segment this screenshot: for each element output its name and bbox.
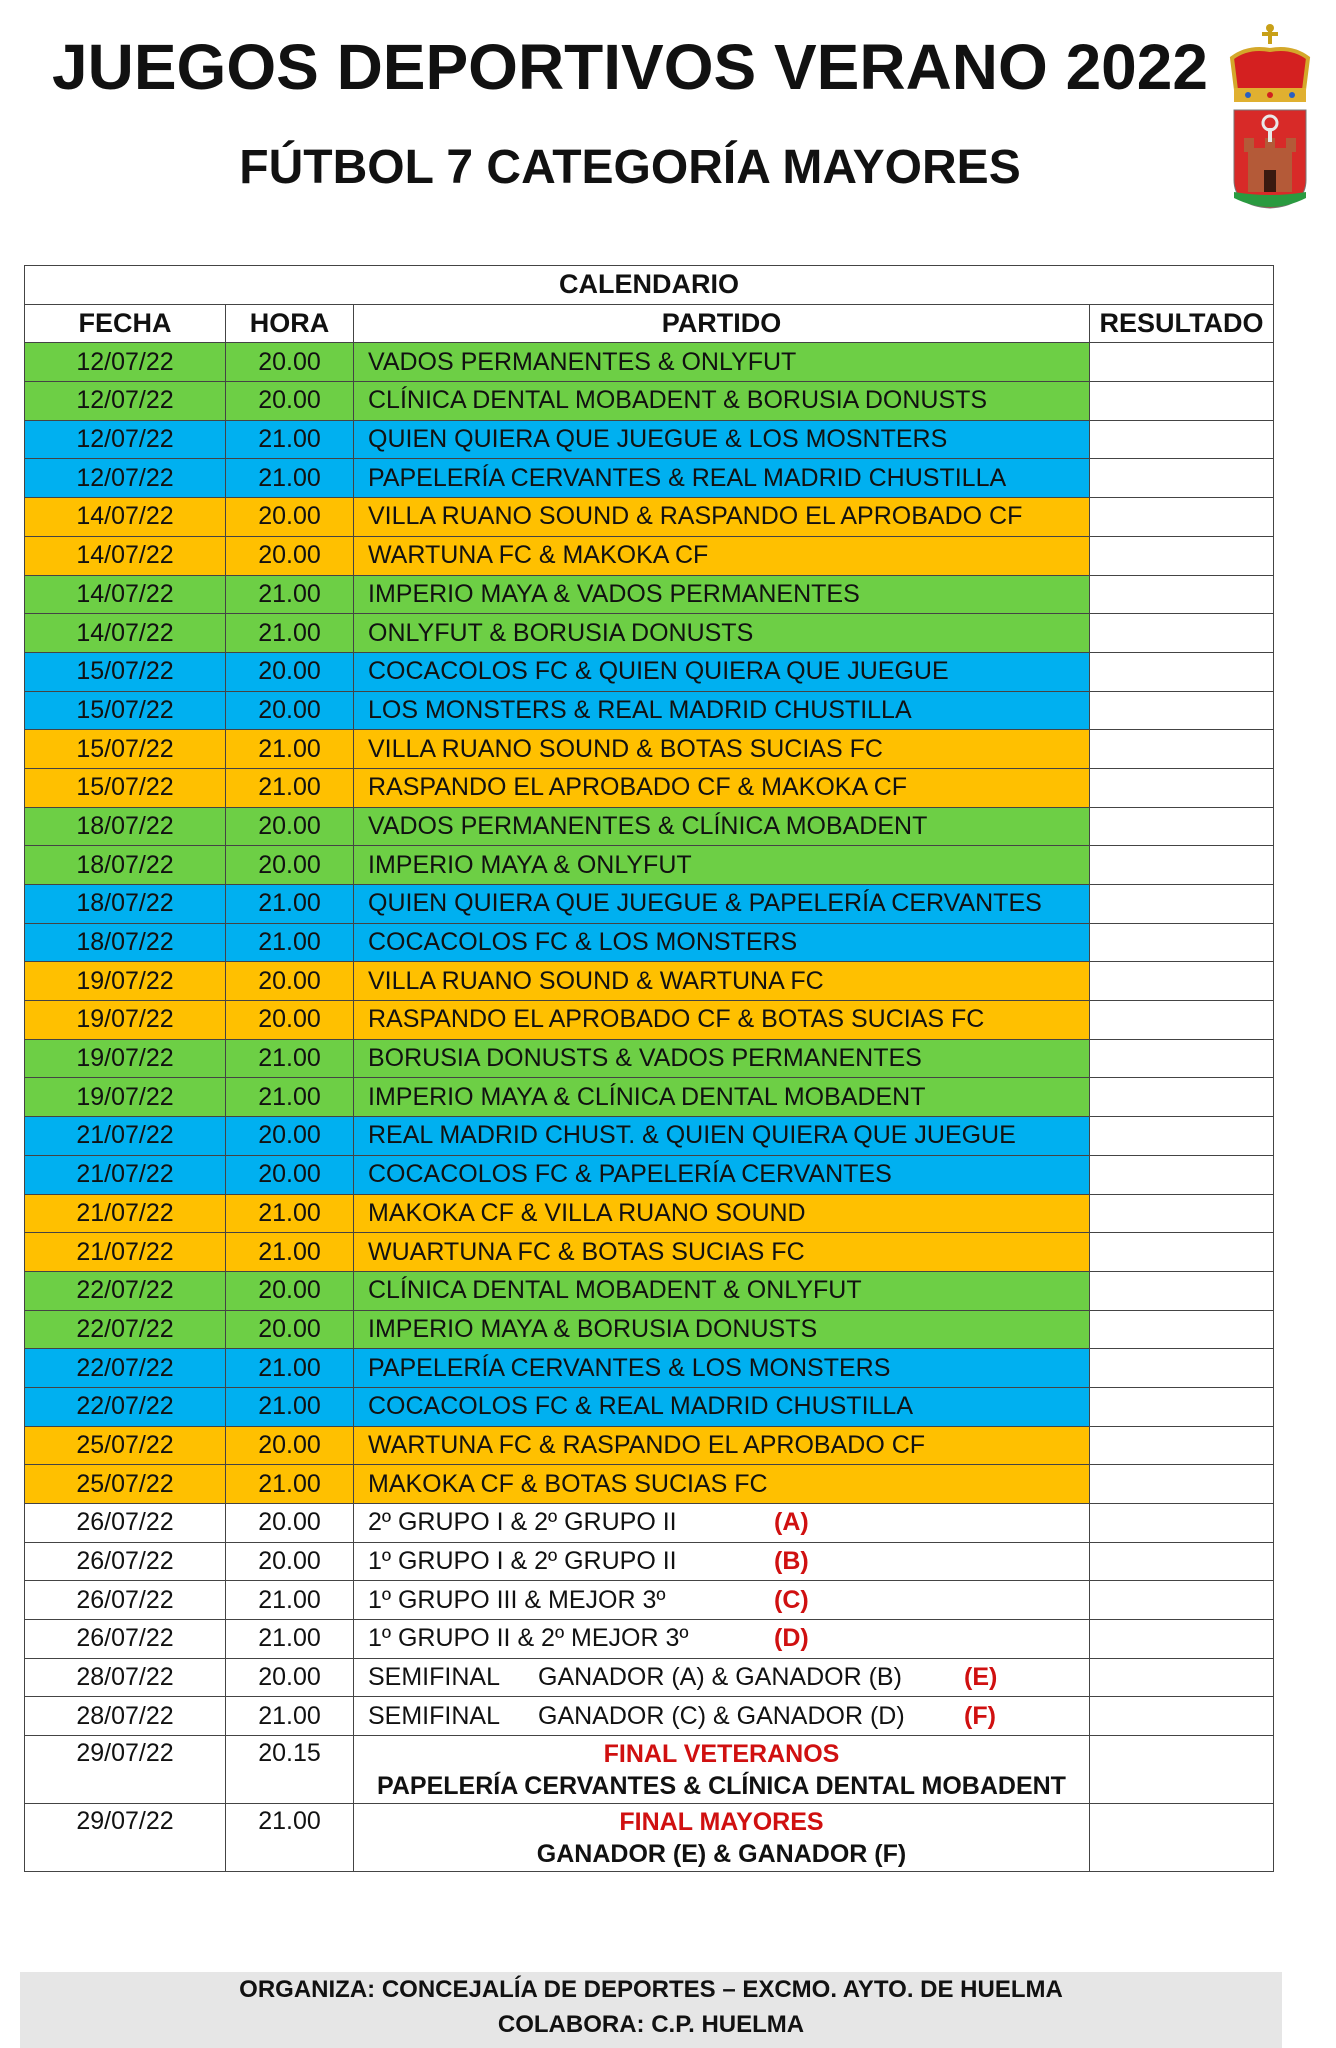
match-time: 20.00 [226,1271,354,1310]
match-result [1090,536,1274,575]
match-date: 14/07/22 [25,536,226,575]
match-result [1090,614,1274,653]
table-row-semifinal [25,1658,1274,1697]
match-date: 22/07/22 [25,1387,226,1426]
table-row [25,382,1274,421]
match-result [1090,343,1274,382]
match-result [1090,1804,1274,1872]
table-row [25,1387,1274,1426]
match-time: 21.00 [226,1620,354,1659]
match-time: 20.00 [226,962,354,1001]
match-time: 20.00 [226,652,354,691]
match-date: 18/07/22 [25,846,226,885]
table-row [25,846,1274,885]
match-result [1090,652,1274,691]
match-time: 20.00 [226,1155,354,1194]
calendar-caption: CALENDARIO [25,266,1274,305]
table-row [25,498,1274,537]
page-subtitle: FÚTBOL 7 CATEGORÍA MAYORES [239,141,1021,194]
match-cell [354,1504,1090,1543]
match-result [1090,1620,1274,1659]
match-date: 18/07/22 [25,807,226,846]
match-result [1090,730,1274,769]
match-date: 21/07/22 [25,1155,226,1194]
table-row [25,459,1274,498]
match-time: 20.00 [226,498,354,537]
match-time: 21.00 [226,768,354,807]
calendar-body [25,343,1274,1872]
match-teams: VADOS PERMANENTES & CLÍNICA MOBADENT [354,807,1090,846]
footer [20,1972,1282,2048]
match-time: 21.00 [226,730,354,769]
table-row [25,1465,1274,1504]
match-date: 29/07/22 [25,1736,226,1804]
table-row [25,614,1274,653]
match-date: 28/07/22 [25,1697,226,1736]
match-teams: IMPERIO MAYA & CLÍNICA DENTAL MOBADENT [354,1078,1090,1117]
match-time: 20.00 [226,536,354,575]
match-teams: IMPERIO MAYA & BORUSIA DONUSTS [354,1310,1090,1349]
match-teams: GANADOR (C) & GANADOR (D) [538,1701,905,1730]
footer-collaborator: COLABORA: C.P. HUELMA [497,2011,805,2038]
match-result [1090,1117,1274,1156]
final-teams: PAPELERÍA CERVANTES & CLÍNICA DENTAL MOBADENT [377,1772,1066,1801]
match-result [1090,923,1274,962]
match-time: 21.00 [226,420,354,459]
match-date: 22/07/22 [25,1310,226,1349]
match-cell [354,1542,1090,1581]
table-row [25,923,1274,962]
match-teams: LOS MONSTERS & REAL MADRID CHUSTILLA [354,691,1090,730]
page-title: JUEGOS DEPORTIVOS VERANO 2022 [52,31,1208,103]
match-date: 12/07/22 [25,420,226,459]
match-teams: COCACOLOS FC & LOS MONSTERS [354,923,1090,962]
match-date: 14/07/22 [25,614,226,653]
match-result [1090,1001,1274,1040]
match-time: 20.00 [226,1310,354,1349]
match-time: 21.00 [226,923,354,962]
match-teams: COCACOLOS FC & QUIEN QUIERA QUE JUEGUE [354,652,1090,691]
match-result [1090,1542,1274,1581]
final-teams: GANADOR (E) & GANADOR (F) [536,1840,907,1869]
match-date: 19/07/22 [25,1001,226,1040]
match-time: 21.00 [226,1465,354,1504]
match-teams: 1º GRUPO I & 2º GRUPO II [368,1547,677,1576]
table-row [25,1078,1274,1117]
footer-organizer: ORGANIZA: CONCEJALÍA DE DEPORTES – EXCMO. AYTO. DE HUELMA [239,1976,1063,2003]
bracket-tag: (F) [964,1701,996,1730]
calendar-table [24,265,1274,1872]
table-row-final [25,1736,1274,1804]
match-teams: PAPELERÍA CERVANTES & REAL MADRID CHUSTILLA [354,459,1090,498]
table-row [25,691,1274,730]
match-result [1090,691,1274,730]
match-result [1090,459,1274,498]
match-teams: VILLA RUANO SOUND & WARTUNA FC [354,962,1090,1001]
match-teams: QUIEN QUIERA QUE JUEGUE & PAPELERÍA CERVANTES [354,885,1090,924]
match-teams: RASPANDO EL APROBADO CF & MAKOKA CF [354,768,1090,807]
match-teams: GANADOR (A) & GANADOR (B) [538,1663,902,1692]
match-time: 21.00 [226,614,354,653]
match-date: 15/07/22 [25,691,226,730]
match-time: 21.00 [226,1804,354,1872]
match-date: 26/07/22 [25,1542,226,1581]
match-teams: ONLYFUT & BORUSIA DONUSTS [354,614,1090,653]
match-result [1090,1310,1274,1349]
match-teams: VADOS PERMANENTES & ONLYFUT [354,343,1090,382]
match-result [1090,1155,1274,1194]
match-teams: RASPANDO EL APROBADO CF & BOTAS SUCIAS FC [354,1001,1090,1040]
match-result [1090,1697,1274,1736]
match-date: 26/07/22 [25,1620,226,1659]
table-row [25,1117,1274,1156]
match-date: 21/07/22 [25,1194,226,1233]
match-date: 26/07/22 [25,1581,226,1620]
column-header-fecha: FECHA [25,304,226,343]
match-teams: IMPERIO MAYA & ONLYFUT [354,846,1090,885]
final-cell [354,1736,1090,1804]
match-date: 19/07/22 [25,1078,226,1117]
match-result [1090,1194,1274,1233]
table-row [25,575,1274,614]
match-time: 20.00 [226,1001,354,1040]
match-cell [354,1658,1090,1697]
match-date: 12/07/22 [25,382,226,421]
match-result [1090,962,1274,1001]
match-time: 20.00 [226,1542,354,1581]
match-result [1090,1736,1274,1804]
table-row-playoff [25,1620,1274,1659]
match-time: 20.00 [226,1426,354,1465]
match-teams: CLÍNICA DENTAL MOBADENT & ONLYFUT [354,1271,1090,1310]
bracket-tag: (A) [774,1508,809,1537]
match-date: 18/07/22 [25,923,226,962]
table-row [25,1194,1274,1233]
match-date: 21/07/22 [25,1233,226,1272]
round-label: SEMIFINAL [368,1663,500,1692]
table-row [25,1271,1274,1310]
match-result [1090,1504,1274,1543]
match-teams: 2º GRUPO I & 2º GRUPO II [368,1508,677,1537]
bracket-tag: (D) [774,1624,809,1653]
match-result [1090,1233,1274,1272]
match-result [1090,420,1274,459]
match-time: 21.00 [226,1697,354,1736]
table-row [25,420,1274,459]
match-result [1090,1078,1274,1117]
table-row [25,807,1274,846]
match-result [1090,1039,1274,1078]
match-time: 21.00 [226,575,354,614]
match-time: 21.00 [226,1349,354,1388]
table-row [25,1426,1274,1465]
match-cell [354,1697,1090,1736]
table-row-semifinal [25,1697,1274,1736]
match-time: 21.00 [226,459,354,498]
table-row [25,652,1274,691]
bracket-tag: (B) [774,1547,809,1576]
match-teams: VILLA RUANO SOUND & BOTAS SUCIAS FC [354,730,1090,769]
table-row [25,1349,1274,1388]
match-teams: COCACOLOS FC & PAPELERÍA CERVANTES [354,1155,1090,1194]
match-teams: IMPERIO MAYA & VADOS PERMANENTES [354,575,1090,614]
match-date: 29/07/22 [25,1804,226,1872]
column-header-resultado: RESULTADO [1090,304,1274,343]
match-teams: WARTUNA FC & MAKOKA CF [354,536,1090,575]
match-time: 20.00 [226,846,354,885]
table-row-playoff [25,1504,1274,1543]
column-header-partido: PARTIDO [354,304,1090,343]
match-date: 22/07/22 [25,1271,226,1310]
final-cell [354,1804,1090,1872]
match-date: 26/07/22 [25,1504,226,1543]
match-result [1090,768,1274,807]
table-row [25,1001,1274,1040]
bracket-tag: (E) [964,1663,998,1692]
match-teams: MAKOKA CF & VILLA RUANO SOUND [354,1194,1090,1233]
table-row [25,1233,1274,1272]
match-result [1090,498,1274,537]
match-teams: PAPELERÍA CERVANTES & LOS MONSTERS [354,1349,1090,1388]
match-result [1090,1581,1274,1620]
match-teams: COCACOLOS FC & REAL MADRID CHUSTILLA [354,1387,1090,1426]
match-result [1090,846,1274,885]
match-teams: CLÍNICA DENTAL MOBADENT & BORUSIA DONUSTS [354,382,1090,421]
match-date: 25/07/22 [25,1426,226,1465]
match-teams: QUIEN QUIERA QUE JUEGUE & LOS MOSNTERS [354,420,1090,459]
match-teams: 1º GRUPO III & MEJOR 3º [368,1585,666,1614]
match-teams: 1º GRUPO II & 2º MEJOR 3º [368,1624,689,1653]
match-teams: MAKOKA CF & BOTAS SUCIAS FC [354,1465,1090,1504]
match-date: 22/07/22 [25,1349,226,1388]
table-row [25,885,1274,924]
round-label: SEMIFINAL [368,1701,500,1730]
match-cell [354,1581,1090,1620]
table-row-final [25,1804,1274,1872]
table-row [25,343,1274,382]
match-time: 20.00 [226,343,354,382]
match-time: 21.00 [226,1387,354,1426]
match-date: 12/07/22 [25,459,226,498]
match-result [1090,382,1274,421]
match-teams: WARTUNA FC & RASPANDO EL APROBADO CF [354,1426,1090,1465]
match-result [1090,807,1274,846]
match-date: 19/07/22 [25,1039,226,1078]
table-row [25,1039,1274,1078]
table-row [25,536,1274,575]
table-row [25,768,1274,807]
match-date: 19/07/22 [25,962,226,1001]
table-row [25,962,1274,1001]
match-time: 21.00 [226,885,354,924]
match-date: 12/07/22 [25,343,226,382]
match-cell [354,1620,1090,1659]
match-date: 15/07/22 [25,652,226,691]
match-time: 21.00 [226,1039,354,1078]
match-result [1090,1465,1274,1504]
table-row-playoff [25,1542,1274,1581]
match-date: 14/07/22 [25,498,226,537]
bracket-tag: (C) [774,1585,809,1614]
match-teams: REAL MADRID CHUST. & QUIEN QUIERA QUE JUEGUE [354,1117,1090,1156]
match-date: 15/07/22 [25,730,226,769]
match-date: 28/07/22 [25,1658,226,1697]
coat-of-arms-icon [1228,20,1312,210]
match-time: 20.15 [226,1736,354,1804]
match-date: 18/07/22 [25,885,226,924]
match-teams: WUARTUNA FC & BOTAS SUCIAS FC [354,1233,1090,1272]
match-time: 20.00 [226,1117,354,1156]
column-header-hora: HORA [226,304,354,343]
final-name: FINAL MAYORES [619,1808,824,1837]
match-result [1090,1426,1274,1465]
match-result [1090,1349,1274,1388]
match-time: 20.00 [226,1658,354,1697]
match-result [1090,1658,1274,1697]
match-teams: BORUSIA DONUSTS & VADOS PERMANENTES [354,1039,1090,1078]
match-time: 21.00 [226,1581,354,1620]
match-time: 20.00 [226,807,354,846]
match-time: 20.00 [226,1504,354,1543]
table-row-playoff [25,1581,1274,1620]
match-result [1090,575,1274,614]
match-date: 25/07/22 [25,1465,226,1504]
match-date: 14/07/22 [25,575,226,614]
match-result [1090,1271,1274,1310]
match-time: 21.00 [226,1078,354,1117]
table-row [25,1155,1274,1194]
match-date: 21/07/22 [25,1117,226,1156]
match-time: 20.00 [226,691,354,730]
table-row [25,1310,1274,1349]
table-row [25,730,1274,769]
match-time: 21.00 [226,1194,354,1233]
match-teams: VILLA RUANO SOUND & RASPANDO EL APROBADO CF [354,498,1090,537]
match-result [1090,1387,1274,1426]
match-result [1090,885,1274,924]
final-name: FINAL VETERANOS [603,1740,840,1769]
match-time: 21.00 [226,1233,354,1272]
match-time: 20.00 [226,382,354,421]
match-date: 15/07/22 [25,768,226,807]
